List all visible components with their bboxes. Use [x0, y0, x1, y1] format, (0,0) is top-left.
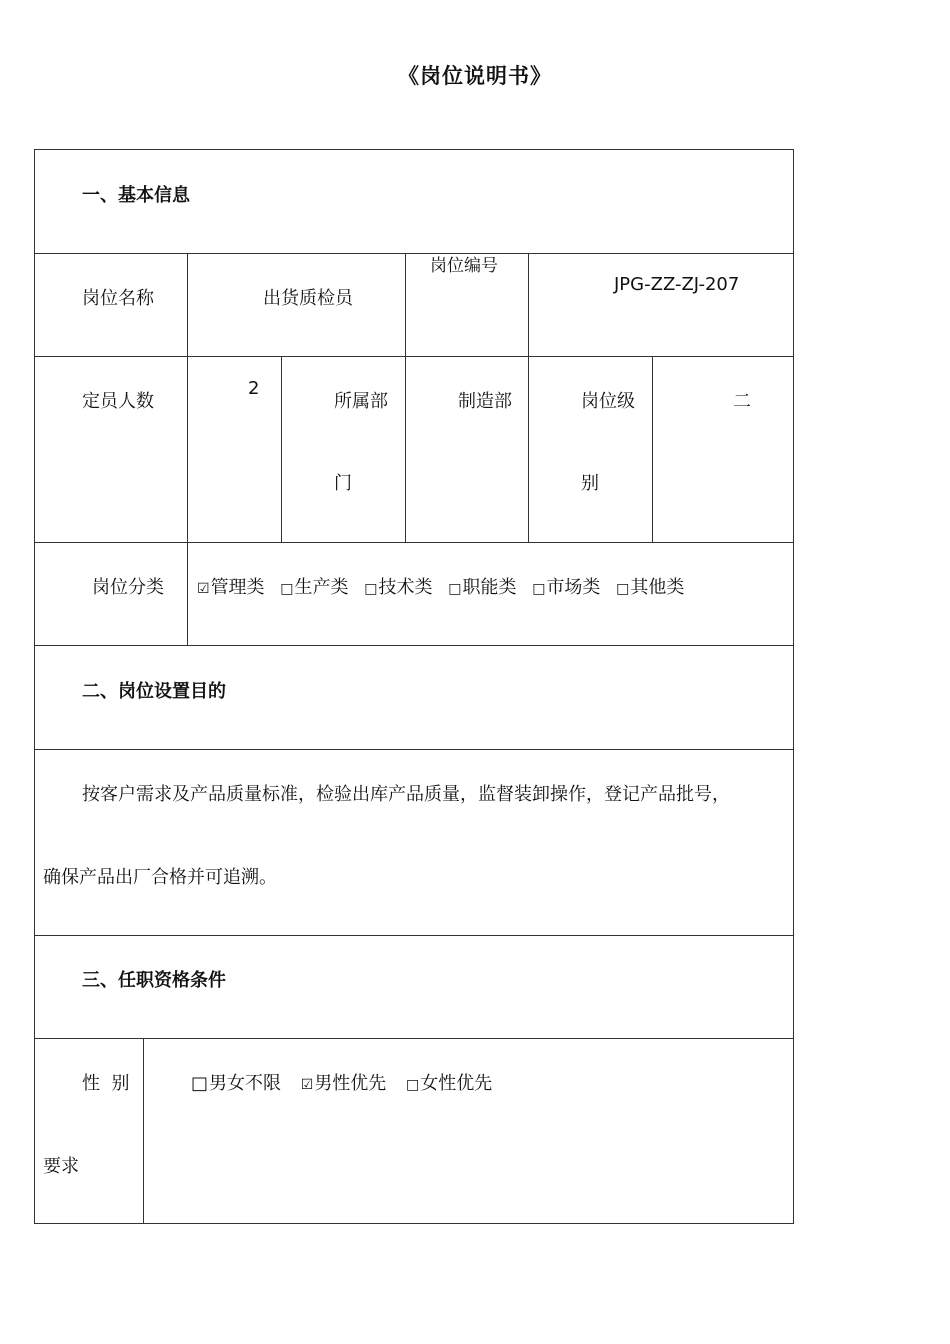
row-divider	[35, 542, 793, 543]
category-option-technical[interactable]: □技术类	[364, 577, 433, 598]
col-divider	[528, 253, 529, 542]
checkbox-icon: □	[448, 581, 462, 597]
position-name-value: 出货质检员	[263, 288, 353, 309]
level-label-cont: 别	[581, 473, 599, 494]
category-option-market[interactable]: □市场类	[532, 577, 601, 598]
position-code-value: JPG-ZZ-ZJ-207	[614, 274, 740, 295]
checked-box-icon: ☑	[300, 1077, 314, 1093]
checked-box-icon: ☑	[197, 581, 210, 597]
position-name-label: 岗位名称	[82, 288, 154, 309]
col-divider	[187, 253, 188, 645]
category-option-production[interactable]: □生产类	[280, 577, 349, 598]
row-divider	[35, 1038, 793, 1039]
position-code-label: 岗位编号	[430, 256, 498, 276]
purpose-text-line2: 确保产品出厂合格并可追溯。	[43, 867, 277, 888]
department-label-cont: 门	[334, 473, 352, 494]
checkbox-icon: □	[616, 581, 630, 597]
row-divider	[35, 645, 793, 646]
row-divider	[35, 356, 793, 357]
section-qualifications: 三、任职资格条件	[82, 970, 226, 991]
category-option-management[interactable]: ☑管理类	[197, 577, 265, 598]
level-value: 二	[733, 391, 751, 412]
checkbox-icon: □	[532, 581, 546, 597]
checkbox-icon: □	[280, 581, 294, 597]
gender-option-female-preferred[interactable]: □女性优先	[406, 1073, 493, 1094]
row-divider	[35, 935, 793, 936]
purpose-text-line1: 按客户需求及产品质量标准，检验出库产品质量，监督装卸操作，登记产品批号，	[82, 784, 730, 805]
department-label: 所属部	[334, 391, 388, 412]
headcount-label: 定员人数	[82, 391, 154, 412]
document-title: 《岗位说明书》	[398, 64, 552, 88]
col-divider	[281, 356, 282, 542]
department-value: 制造部	[458, 391, 512, 412]
section-purpose: 二、岗位设置目的	[82, 681, 226, 702]
gender-label: 性 别	[82, 1073, 130, 1094]
gender-label-cont: 要求	[43, 1156, 79, 1177]
row-divider	[35, 253, 793, 254]
col-divider	[405, 253, 406, 542]
col-divider	[143, 1038, 144, 1223]
job-description-table	[34, 149, 794, 1224]
row-divider	[35, 749, 793, 750]
section-basic-info: 一、基本信息	[82, 185, 190, 206]
col-divider	[652, 356, 653, 542]
category-option-functional[interactable]: □职能类	[448, 577, 517, 598]
category-options	[197, 577, 694, 600]
checkbox-icon: □	[364, 581, 378, 597]
gender-option-any[interactable]: □男女不限	[191, 1073, 282, 1094]
category-label: 岗位分类	[92, 577, 164, 598]
gender-option-male-preferred[interactable]: ☑男性优先	[300, 1073, 387, 1094]
checkbox-icon: □	[191, 1073, 209, 1094]
headcount-value: 2	[248, 378, 260, 399]
gender-options	[191, 1073, 502, 1096]
level-label: 岗位级	[581, 391, 635, 412]
checkbox-icon: □	[406, 1077, 420, 1093]
category-option-other[interactable]: □其他类	[616, 577, 685, 598]
